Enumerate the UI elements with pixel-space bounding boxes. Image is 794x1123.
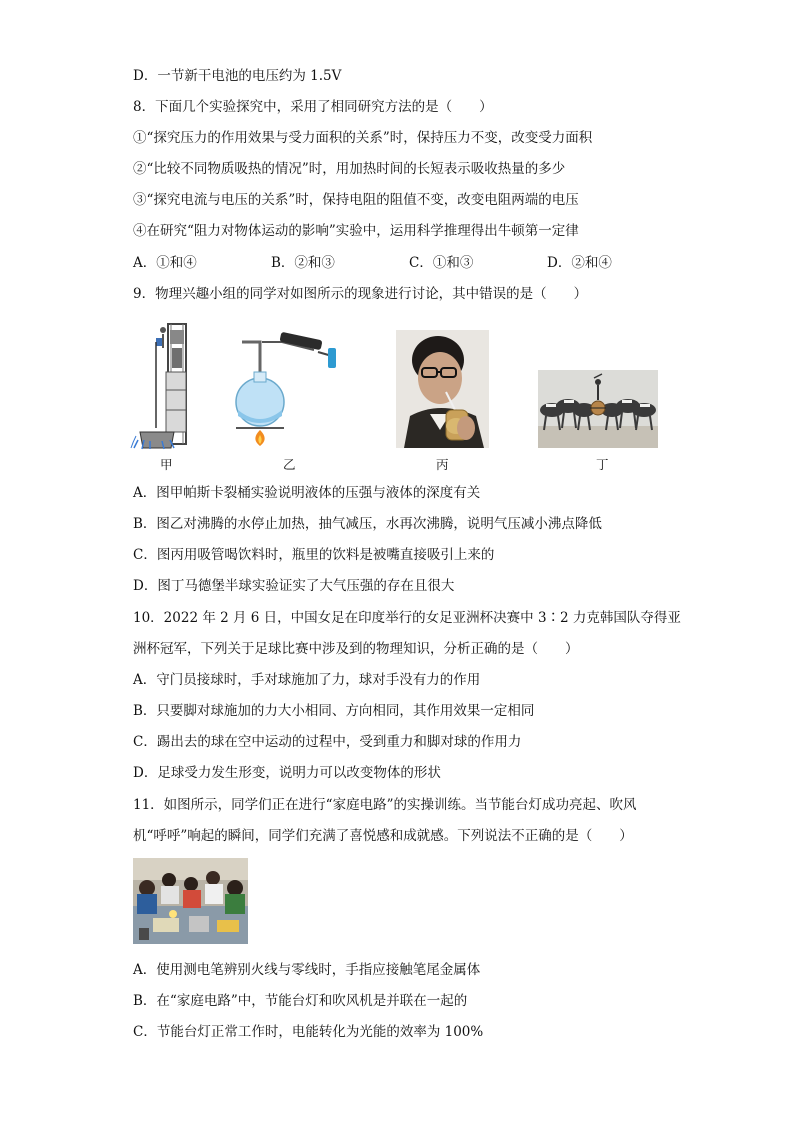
figure-jia-pascal-barrel xyxy=(130,320,190,450)
q10-stem-line1: 10．2022 年 2 月 6 日，中国女足在印度举行的女足亚洲杯决赛中 3∶2 力克韩国队夺得亚 xyxy=(133,610,681,626)
q9-option-d[interactable]: D．图丁马德堡半球实验证实了大气压强的存在且很大 xyxy=(133,578,455,594)
q11-stem-line2: 机“呼呼”响起的瞬间，同学们充满了喜悦感和成就感。下列说法不正确的是（ ） xyxy=(133,828,633,844)
q9-stem: 9．物理兴趣小组的同学对如图所示的现象进行讨论，其中错误的是（ ） xyxy=(133,286,588,302)
q8-stem: 8．下面几个实验探究中，采用了相同研究方法的是（ ） xyxy=(133,99,493,115)
q10-option-b[interactable]: B．只要脚对球施加的力大小相同、方向相同，其作用效果一定相同 xyxy=(133,703,535,719)
figure-bing-straw-photo xyxy=(396,330,489,448)
q11-option-c[interactable]: C．节能台灯正常工作时，电能转化为光能的效率为 100% xyxy=(133,1024,484,1040)
q8-option-d[interactable]: D．②和④ xyxy=(547,255,612,271)
q10-option-d[interactable]: D．足球受力发生形变，说明力可以改变物体的形状 xyxy=(133,765,441,781)
q10-stem-line2: 洲杯冠军，下列关于足球比赛中涉及到的物理知识，分析正确的是（ ） xyxy=(133,641,579,657)
figure-bing-caption: 丙 xyxy=(436,457,449,472)
figure-ding-magdeburg xyxy=(538,370,658,448)
q8-options xyxy=(133,253,612,273)
q11-option-a[interactable]: A．使用测电笔辨别火线与零线时，手指应接触笔尾金属体 xyxy=(133,962,481,978)
q7-option-d: D．一节新干电池的电压约为 1.5V xyxy=(133,68,342,84)
q11-option-b[interactable]: B．在“家庭电路”中，节能台灯和吹风机是并联在一起的 xyxy=(133,993,468,1009)
figure-yi-caption: 乙 xyxy=(283,457,296,472)
q8-item-2: ②“比较不同物质吸热的情况”时，用加热时间的长短表示吸收热量的多少 xyxy=(133,161,566,177)
q10-option-a[interactable]: A．守门员接球时，手对球施加了力，球对手没有力的作用 xyxy=(133,672,481,688)
q9-option-c[interactable]: C．图丙用吸管喝饮料时，瓶里的饮料是被嘴直接吸引上来的 xyxy=(133,547,495,563)
figure-jia-caption: 甲 xyxy=(160,457,173,472)
q8-item-3: ③“探究电流与电压的关系”时，保持电阻的阻值不变，改变电阻两端的电压 xyxy=(133,192,579,208)
q9-option-a[interactable]: A．图甲帕斯卡裂桶实验说明液体的压强与液体的深度有关 xyxy=(133,485,481,501)
q8-item-1: ①“探究压力的作用效果与受力面积的关系”时，保持压力不变，改变受力面积 xyxy=(133,130,593,146)
q8-option-b[interactable]: B．②和③ xyxy=(271,255,335,271)
q9-option-b[interactable]: B．图乙对沸腾的水停止加热，抽气减压，水再次沸腾，说明气压减小沸点降低 xyxy=(133,516,602,532)
q11-stem-line1: 11．如图所示，同学们正在进行“家庭电路”的实操训练。当节能台灯成功亮起、吹风 xyxy=(133,797,637,813)
q8-item-4: ④在研究“阻力对物体运动的影响”实验中，运用科学推理得出牛顿第一定律 xyxy=(133,223,579,239)
figure-yi-flask-pump xyxy=(222,330,352,450)
q10-option-c[interactable]: C．踢出去的球在空中运动的过程中，受到重力和脚对球的作用力 xyxy=(133,734,522,750)
q8-option-a[interactable]: A．①和④ xyxy=(133,255,197,271)
figure-q11-classroom-photo xyxy=(133,858,248,944)
figure-ding-caption: 丁 xyxy=(596,457,609,472)
q8-option-c[interactable]: C．①和③ xyxy=(409,255,474,271)
